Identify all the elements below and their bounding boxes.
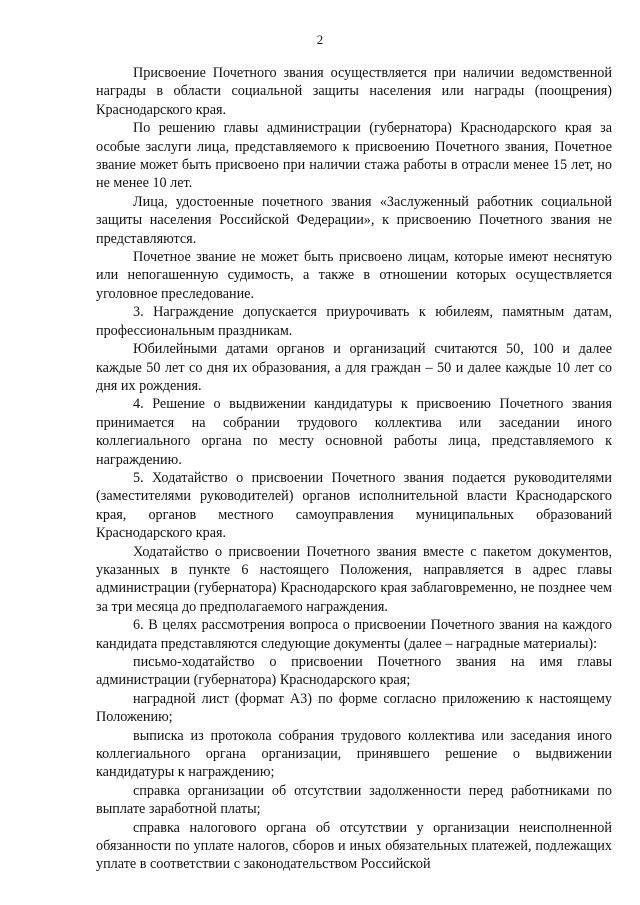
paragraph-11: письмо-ходатайство о присвоении Почетного звания на имя главы администрации (губернатора) Краснодарского края; (96, 654, 612, 689)
document-body (96, 64, 612, 874)
paragraph-1: Присвоение Почетного звания осуществляется при наличии ведомственной награды в области социальной защиты населения или награды (поощрения) Краснодарского края. (96, 65, 612, 118)
paragraph-15: справка налогового органа об отсутствии у организации неисполненной обязанности по уплате налогов, сборов и иных обязательных платежей, подлежащих уплате в соответствии с законодательством Российской (96, 819, 612, 873)
paragraph-8: 5. Ходатайство о присвоении Почетного звания подается руководителями (заместителями руководителей) органов исполнительной власти Краснодарского края, органов местного самоуправления муниципальных образований Краснодарского края. (96, 469, 612, 542)
paragraph-4: Почетное звание не может быть присвоено лицам, которые имеют неснятую или непогашенную судимость, а также в отношении которых осуществляется уголовное преследование. (96, 249, 612, 302)
paragraph-9: Ходатайство о присвоении Почетного звания вместе с пакетом документов, указанных в пункте 6 настоящего Положения, направляется в адрес главы администрации (губернатора) Краснодарского края заблаговременно, не позднее чем за три месяца до предполагаемого награждения. (96, 543, 612, 615)
paragraph-12: наградной лист (формат А3) по форме согласно приложению к настоящему Положению; (96, 690, 612, 726)
paragraph-3: Лица, удостоенные почетного звания «Заслуженный работник социальной защиты населения Российской Федерации», к присвоению Почетного звания не представляются. (96, 193, 612, 247)
paragraph-6: Юбилейными датами органов и организаций считаются 50, 100 и далее каждые 50 лет со дня их образования, а для граждан – 50 и далее каждые 10 лет со дня их рождения. (96, 341, 612, 394)
paragraph-10: 6. В целях рассмотрения вопроса о присвоении Почетного звания на каждого кандидата представляются следующие документы (далее – наградные материалы): (96, 617, 612, 652)
paragraph-13: выписка из протокола собрания трудового коллектива или заседания иного коллегиального органа организации, принявшего решение о выдвижении кандидатуры к награждению; (96, 727, 612, 781)
paragraph-7: 4. Решение о выдвижении кандидатуры к присвоению Почетного звания принимается на собрании трудового коллектива или заседании иного коллегиального органа по месту основной работы лица, представляемого к награждению. (96, 396, 612, 468)
paragraph-14: справка организации об отсутствии задолженности перед работниками по выплате заработной платы; (96, 782, 612, 818)
paragraph-5: 3. Награждение допускается приурочивать к юбилеям, памятным датам, профессиональным праздникам. (96, 304, 612, 339)
page-number: 2 (316, 32, 324, 47)
paragraph-2: По решению главы администрации (губернатора) Краснодарского края за особые заслуги лица, представляемого к присвоению Почетного звания, Почетное звание может быть присвоено при наличии стажа работы в отрасли менее 15 лет, но не менее 10 лет. (96, 120, 612, 192)
